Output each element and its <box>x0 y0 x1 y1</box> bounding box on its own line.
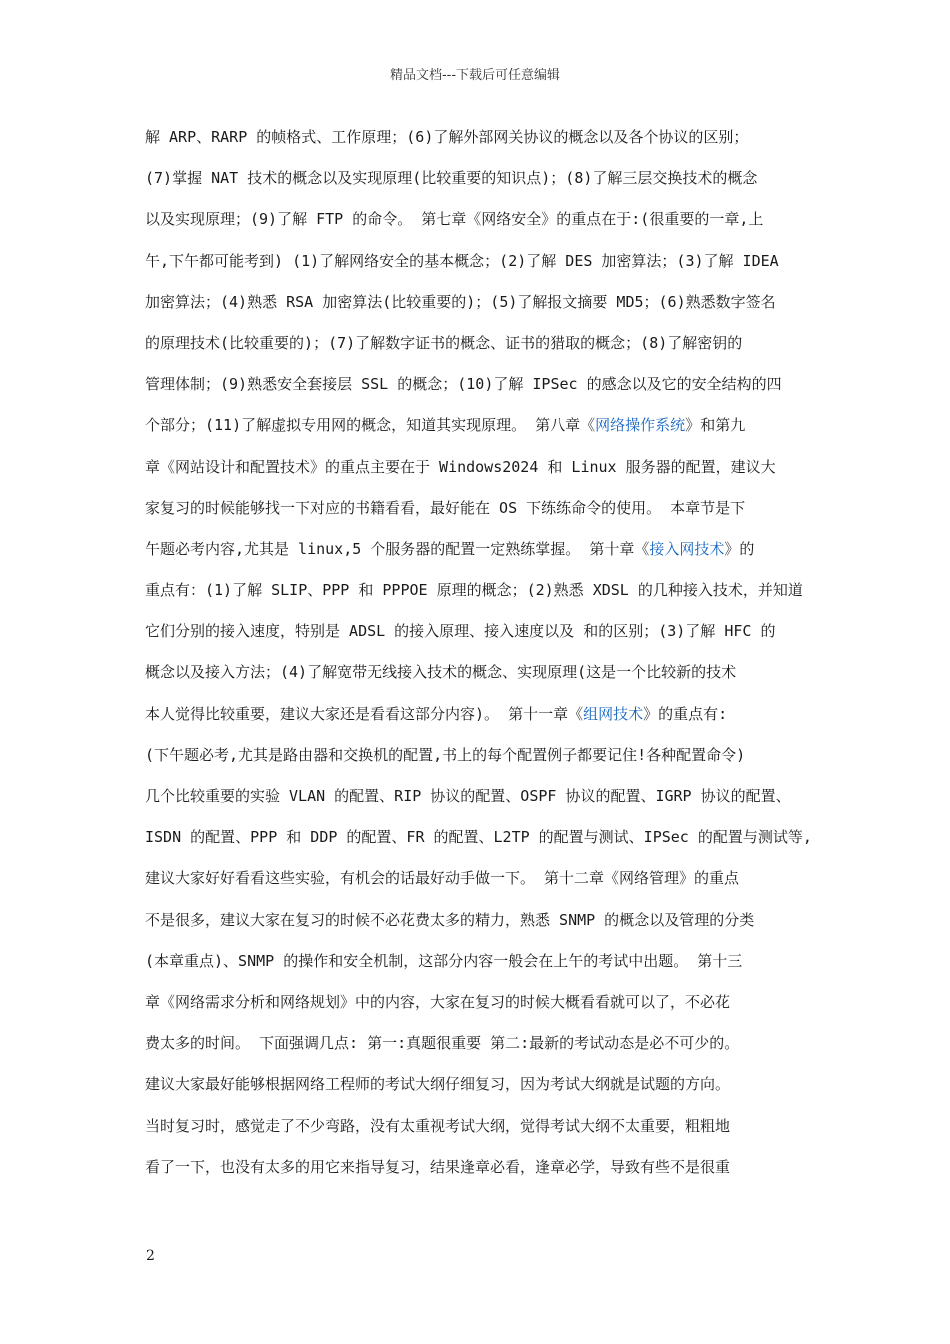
text-segment: (本章重点)、SNMP 的操作和安全机制，这部分内容一般会在上午的考试中出题。 第十三 <box>145 951 743 970</box>
text-segment: 重点有：(1)了解 SLIP、PPP 和 PPPOE 原理的概念；(2)熟悉 XDSL 的几种接入技术，并知道 <box>145 581 803 600</box>
text-segment: 》的重点有: <box>643 704 728 723</box>
text-line <box>145 163 810 204</box>
inline-link[interactable]: 接入网技术 <box>649 539 725 558</box>
text-line <box>145 1028 810 1069</box>
text-segment: 不是很多，建议大家在复习的时候不必花费太多的精力，熟悉 SNMP 的概念以及管理的分类 <box>145 910 755 929</box>
text-segment: 午,下午都可能考到) (1)了解网络安全的基本概念；(2)了解 DES 加密算法；(3)了解 IDEA <box>145 251 779 270</box>
page-number: 2 <box>146 1248 155 1264</box>
text-line <box>145 740 810 781</box>
text-segment: 章《网站设计和配置技术》的重点主要在于 Windows2024 和 Linux 服务器的配置，建议大 <box>145 457 776 476</box>
text-line <box>145 905 810 946</box>
text-segment: 看了一下，也没有太多的用它来指导复习，结果逢章必看，逢章必学，导致有些不是很重 <box>145 1157 731 1176</box>
text-segment: 几个比较重要的实验 VLAN 的配置、RIP 协议的配置、OSPF 协议的配置、IGRP 协议的配置、 <box>145 787 791 805</box>
text-line <box>145 534 810 575</box>
text-segment: ISDN 的配置、PPP 和 DDP 的配置、FR 的配置、L2TP 的配置与测试、IPSec 的配置与测试等, <box>145 828 812 847</box>
text-line <box>145 699 810 740</box>
page-header: 精品文档---下载后可任意编辑 <box>389 68 561 83</box>
text-segment: 家复习的时候能够找一下对应的书籍看看，最好能在 OS 下练练命令的使用。 本章节是下 <box>145 498 746 517</box>
text-segment: 》和第九 <box>685 416 746 435</box>
document-body <box>145 122 810 1193</box>
text-segment: (7)掌握 NAT 技术的概念以及实现原理(比较重要的知识点)；(8)了解三层交换技术的概念 <box>145 169 758 188</box>
text-line <box>145 452 810 493</box>
text-segment: 午题必考内容,尤其是 linux,5 个服务器的配置一定熟练掌握。 第十章《 <box>145 539 650 558</box>
text-segment: 》的 <box>724 539 755 558</box>
text-line <box>145 328 810 369</box>
inline-link[interactable]: 网络操作系统 <box>595 416 686 435</box>
text-line <box>145 575 810 616</box>
text-segment: 章《网络需求分析和网络规划》中的内容，大家在复习的时候大概看看就可以了，不必花 <box>145 992 731 1011</box>
inline-link[interactable]: 组网技术 <box>583 704 644 723</box>
text-line <box>145 781 810 822</box>
text-line <box>145 122 810 163</box>
text-line <box>145 1152 810 1193</box>
text-line <box>145 287 810 328</box>
text-segment: 建议大家好好看看这些实验，有机会的话最好动手做一下。 第十二章《网络管理》的重点 <box>145 869 740 888</box>
text-line <box>145 493 810 534</box>
text-segment: 本人觉得比较重要，建议大家还是看看这部分内容)。 第十一章《 <box>145 704 584 723</box>
text-line <box>145 204 810 245</box>
text-segment: 它们分别的接入速度，特别是 ADSL 的接入原理、接入速度以及 和的区别；(3)了解 HFC 的 <box>145 622 776 641</box>
text-line <box>145 946 810 987</box>
text-segment: 解 ARP、RARP 的帧格式、工作原理；(6)了解外部网关协议的概念以及各个协议的区别； <box>145 128 749 146</box>
text-line <box>145 1069 810 1110</box>
text-line <box>145 987 810 1028</box>
text-segment: 加密算法；(4)熟悉 RSA 加密算法(比较重要的)；(5)了解报文摘要 MD5；(6)熟悉数字签名 <box>145 292 776 311</box>
text-segment: 以及实现原理；(9)了解 FTP 的命令。 第七章《网络安全》的重点在于:(很重要的一章,上 <box>145 210 764 229</box>
text-line <box>145 410 810 451</box>
text-segment: (下午题必考,尤其是路由器和交换机的配置,书上的每个配置例子都要记住!各种配置命令) <box>145 745 746 764</box>
text-line <box>145 616 810 657</box>
text-line <box>145 657 810 698</box>
text-segment: 当时复习时，感觉走了不少弯路，没有太重视考试大纲，觉得考试大纲不太重要，粗粗地 <box>145 1116 731 1135</box>
text-line <box>145 863 810 904</box>
text-line <box>145 369 810 410</box>
text-segment: 建议大家最好能够根据网络工程师的考试大纲仔细复习，因为考试大纲就是试题的方向。 <box>145 1075 731 1094</box>
text-segment: 概念以及接入方法；(4)了解宽带无线接入技术的概念、实现原理(这是一个比较新的技术 <box>145 663 737 682</box>
text-segment: 管理体制；(9)熟悉安全套接层 SSL 的概念；(10)了解 IPSec 的感念以及它的安全结构的四 <box>145 375 782 394</box>
text-line <box>145 1111 810 1152</box>
text-segment: 个部分；(11)了解虚拟专用网的概念，知道其实现原理。 第八章《 <box>145 416 596 435</box>
text-line <box>145 822 810 863</box>
text-line <box>145 246 810 287</box>
text-segment: 的原理技术(比较重要的)；(7)了解数字证书的概念、证书的猎取的概念；(8)了解密钥的 <box>145 333 743 352</box>
text-segment: 费太多的时间。 下面强调几点: 第一:真题很重要 第二:最新的考试动态是必不可少的。 <box>145 1034 740 1053</box>
